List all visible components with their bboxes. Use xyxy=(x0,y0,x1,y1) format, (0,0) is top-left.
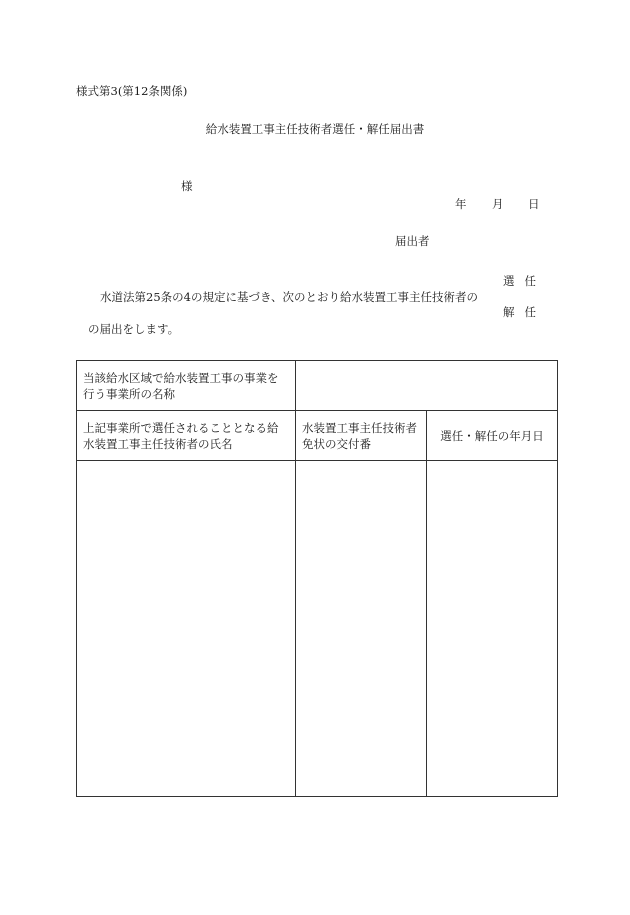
license-number-field[interactable] xyxy=(296,461,427,797)
engineer-name-field[interactable] xyxy=(77,461,296,797)
notification-table xyxy=(76,360,558,797)
table-header-row xyxy=(77,411,558,461)
option-dismiss: 解任 xyxy=(503,305,546,319)
engineer-name-header: 上記事業所で選任されることとなる給水装置工事主任技術者の氏名 xyxy=(77,411,296,461)
date-year-label: 年 xyxy=(455,197,467,211)
document-title: 給水装置工事主任技術者選任・解任届出書 xyxy=(205,122,425,136)
appoint-dismiss-date-field[interactable] xyxy=(427,461,558,797)
body-text-line-1: 水道法第25条の4の規定に基づき、次のとおり給水装置工事主任技術者の xyxy=(100,290,478,304)
body-text-line-2: の届出をします。 xyxy=(88,322,180,336)
option-appoint: 選任 xyxy=(503,274,546,288)
office-name-header: 当該給水区域で給水装置工事の事業を行う事業所の名称 xyxy=(77,361,296,411)
office-name-field[interactable] xyxy=(296,361,558,411)
table-data-row xyxy=(77,461,558,797)
date-day-label: 日 xyxy=(528,197,540,211)
notifier-label: 届出者 xyxy=(395,234,430,248)
form-number: 様式第3(第12条関係) xyxy=(76,84,188,98)
table-row-office xyxy=(77,361,558,411)
addressee-honorific: 様 xyxy=(181,179,193,193)
license-number-header: 水装置工事主任技術者免状の交付番 xyxy=(296,411,427,461)
date-month-label: 月 xyxy=(492,197,504,211)
appoint-dismiss-date-header: 選任・解任の年月日 xyxy=(427,411,558,461)
